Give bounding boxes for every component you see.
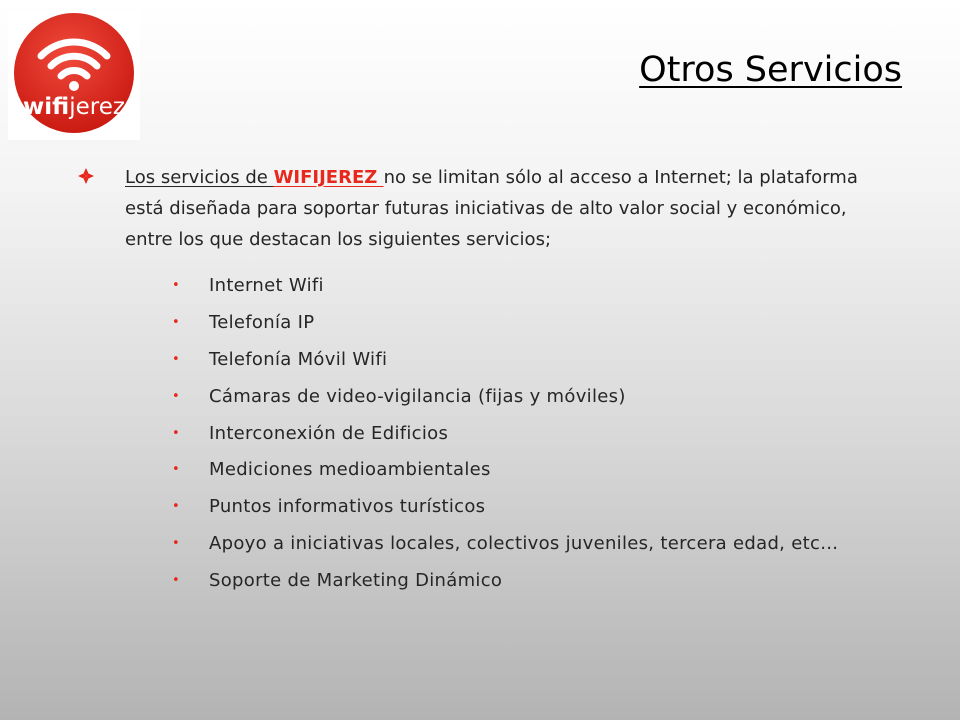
logo-text-jerez: jerez xyxy=(69,94,125,120)
brand-name: WIFIJEREZ xyxy=(273,167,384,188)
wifijerez-logo xyxy=(8,10,140,140)
diamond-bullet-icon xyxy=(78,168,94,184)
bullet-icon: • xyxy=(172,462,180,478)
intro-text-part1: Los servicios de xyxy=(125,167,274,188)
bullet-icon: • xyxy=(172,536,180,552)
svg-text:wifijerez xyxy=(23,94,125,120)
bullet-icon: • xyxy=(172,278,180,293)
service-label: Telefonía Móvil Wifi xyxy=(209,348,388,370)
service-label: Mediciones medioambientales xyxy=(209,459,491,481)
bullet-icon: • xyxy=(172,388,180,404)
intro-text xyxy=(125,162,885,255)
service-label: Telefonía IP xyxy=(209,311,315,333)
logo-graphic xyxy=(8,10,140,140)
wifi-dot xyxy=(69,81,79,91)
bullet-icon: • xyxy=(172,314,180,330)
service-label: Cámaras de video-vigilancia (fijas y móviles) xyxy=(209,385,626,407)
service-label: Apoyo a iniciativas locales, colectivos juveniles, tercera edad, etc… xyxy=(209,533,839,555)
logo-text-wifi: wifi xyxy=(23,94,70,120)
service-label: Soporte de Marketing Dinámico xyxy=(209,570,503,592)
bullet-icon: • xyxy=(172,425,180,441)
bullet-icon: • xyxy=(172,499,180,515)
slide-title: Otros Servicios xyxy=(639,50,902,90)
intro-text-part2: no se limitan sólo al acceso a Internet; la plataforma está diseñada para soportar futuras iniciativas de alto valor social y económico, entre los que destacan los siguientes servicios; xyxy=(125,167,858,250)
service-label: Interconexión de Edificios xyxy=(209,422,449,444)
bullet-icon: • xyxy=(172,573,180,589)
service-label: Internet Wifi xyxy=(209,275,324,296)
service-label: Puntos informativos turísticos xyxy=(209,496,486,518)
bullet-icon: • xyxy=(172,351,180,367)
